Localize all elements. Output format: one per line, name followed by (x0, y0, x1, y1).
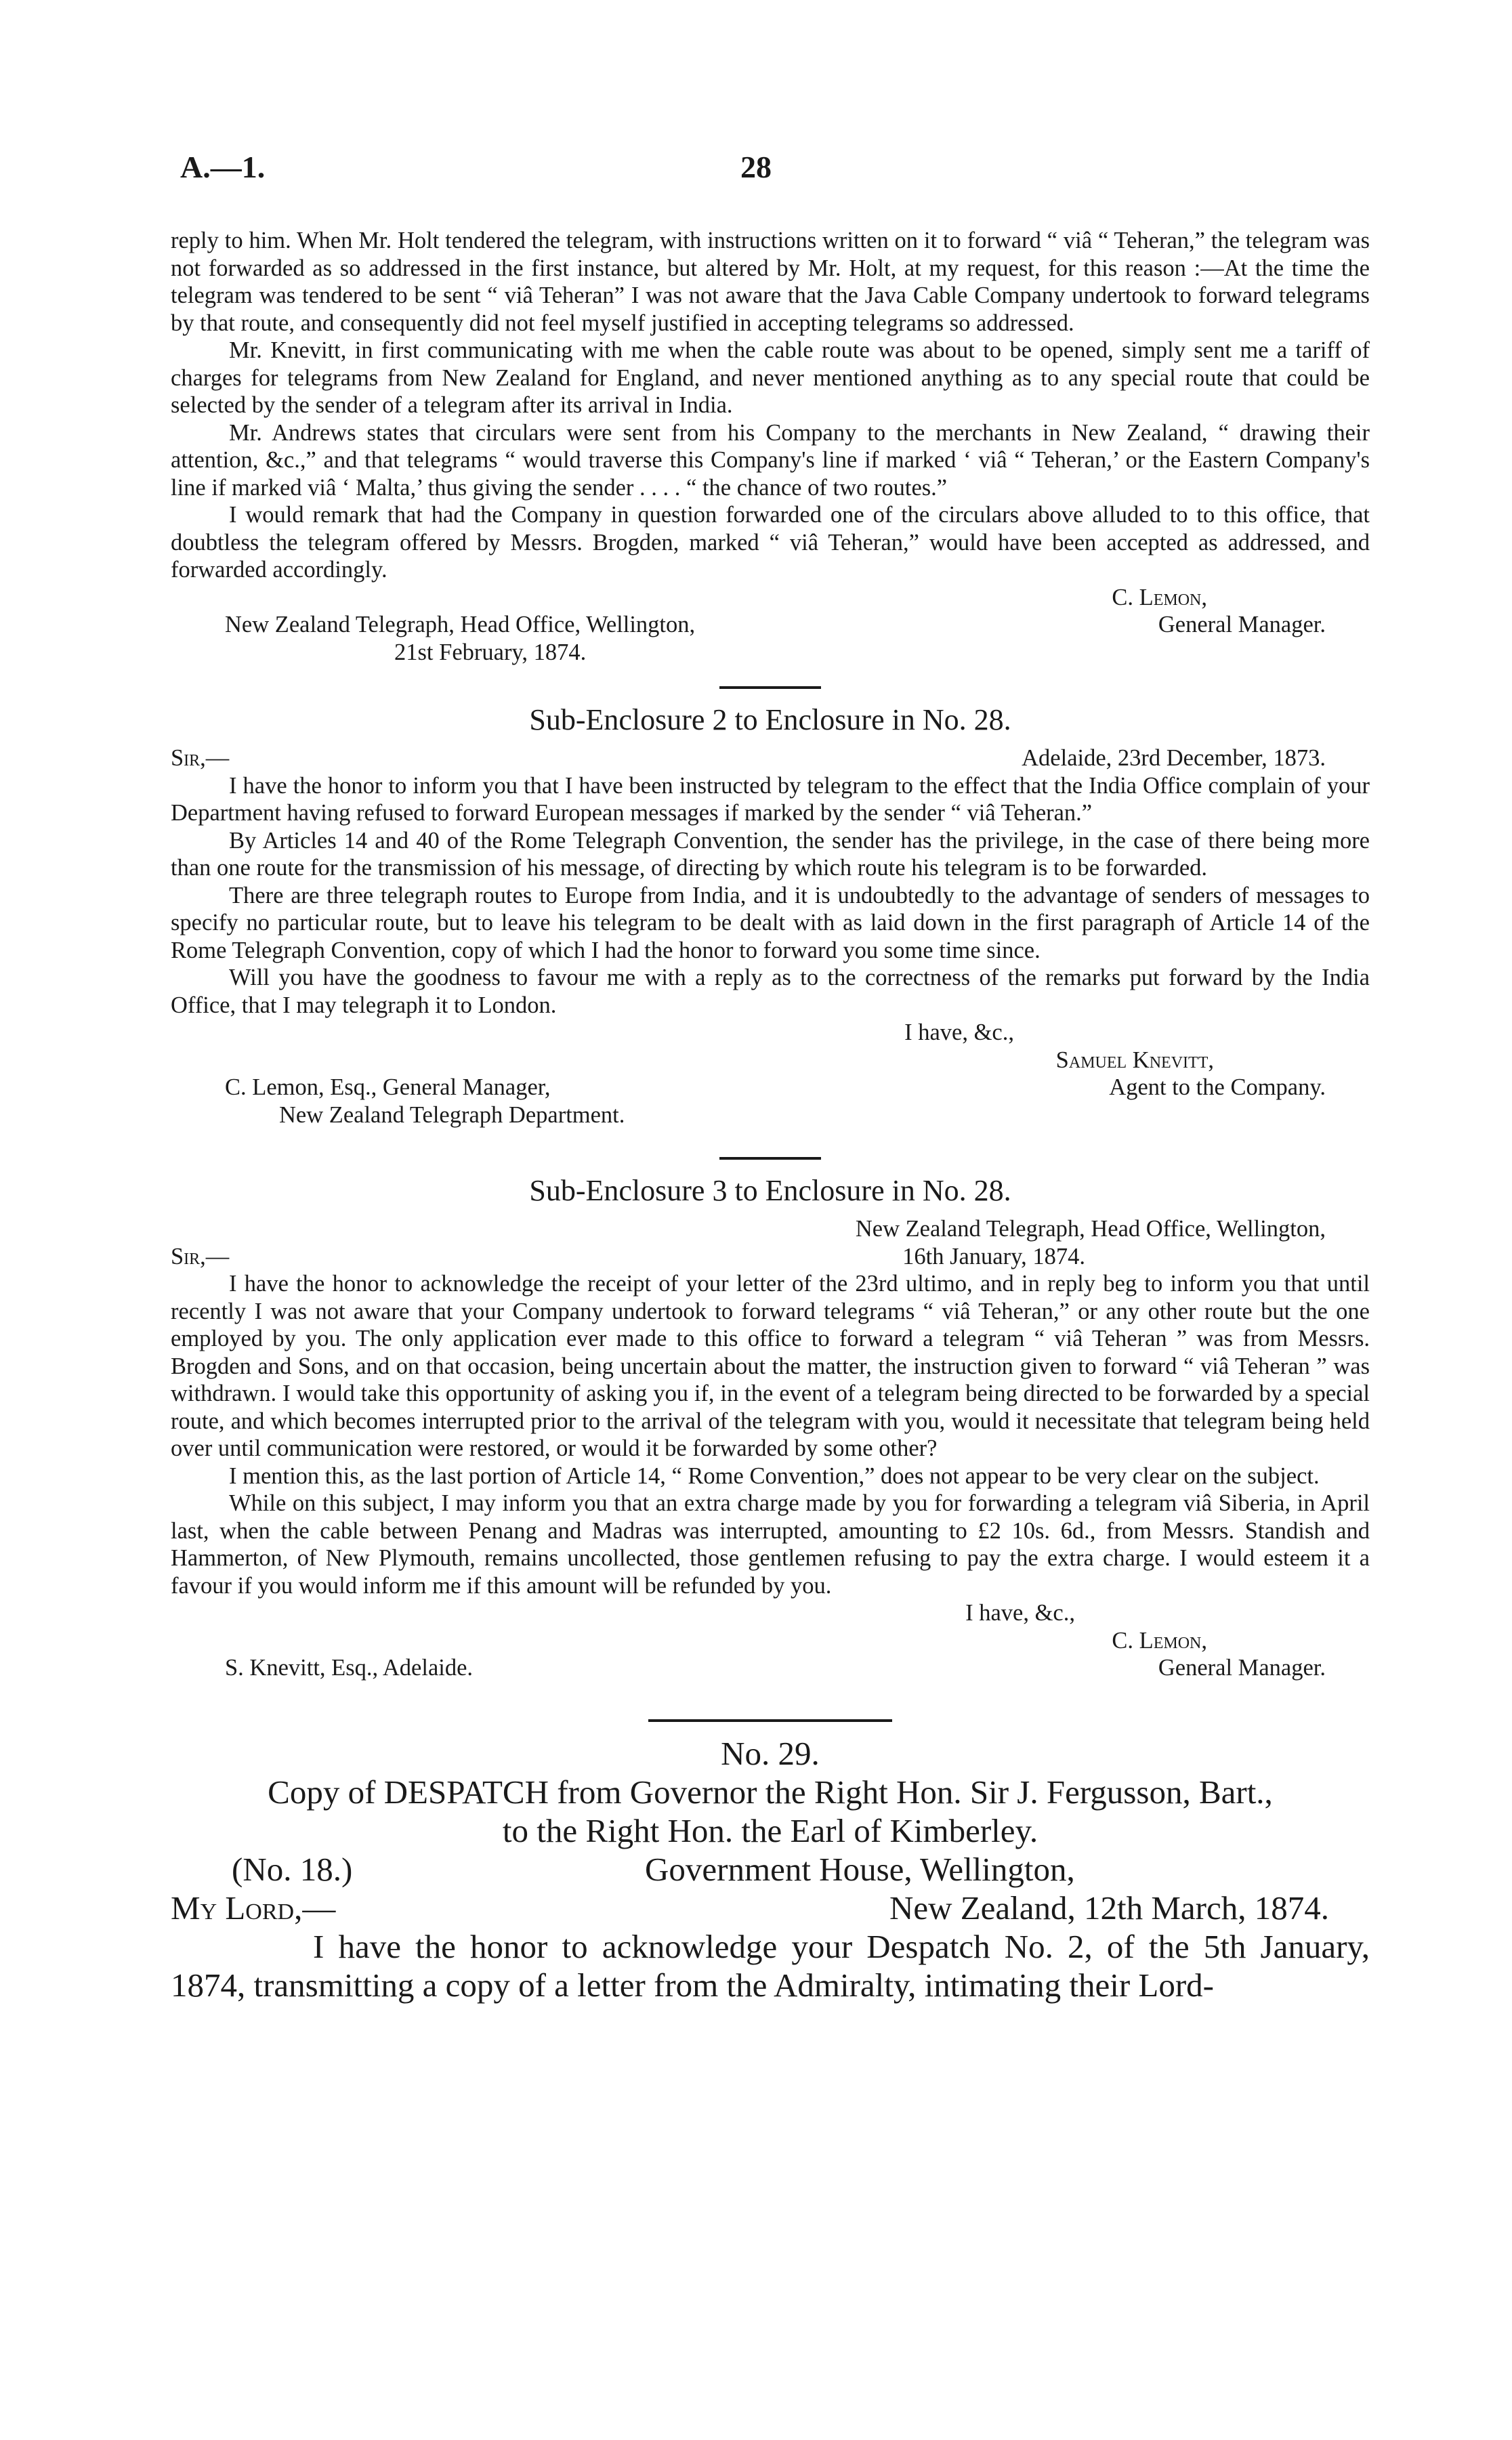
page-header (180, 149, 1332, 190)
section-divider (719, 686, 821, 689)
signature-title: Agent to the Company. (1109, 1074, 1326, 1100)
signature-name: C. Lemon, (1112, 584, 1207, 610)
paragraph: By Articles 14 and 40 of the Rome Telegraph Convention, the sender has the privilege, in the case of there being more than one route for the transmission of his message, of directing by which route his telegram is to be forwarded. (171, 827, 1370, 881)
despatch-title-continued: to the Right Hon. the Earl of Kimberley. (502, 1811, 1038, 1849)
letter-date: 21st February, 1874. (394, 639, 587, 665)
paper-code: A.—1. (180, 150, 266, 184)
addressee: S. Knevitt, Esq., Adelaide. (225, 1655, 474, 1681)
page-body (171, 227, 1370, 2004)
despatch-place: Government House, Wellington, (645, 1850, 1075, 1888)
closing: I have, &c., (904, 1019, 1014, 1045)
salutation: Sir,— (171, 745, 230, 771)
paragraph: Mr. Knevitt, in first communicating with me when the cable route was about to be opened, simply sent me a tariff of charges for telegrams from New Zealand for England, and never mentioned anything as to any special route that could be selected by the sender of a telegram after its arrival in India. (171, 337, 1370, 418)
despatch-number: No. 29. (721, 1734, 820, 1772)
addressee: C. Lemon, Esq., General Manager, (225, 1074, 551, 1100)
letter-date: Adelaide, 23rd December, 1873. (1022, 745, 1326, 771)
despatch-title: Copy of DESPATCH from Governor the Right Hon. Sir J. Fergusson, Bart., (268, 1773, 1273, 1811)
salutation: Sir,— (171, 1243, 230, 1269)
sub-enclosure-2 (171, 702, 1370, 1129)
despatch-no-29 (171, 1734, 1370, 2004)
paragraph: reply to him. When Mr. Holt tendered the telegram, with instructions written on it to forward “ viâ “ Teheran,” the telegram was not forwarded as so addressed in the first instance, but altered by Mr. Holt, at my request, for this reason :—At the time the telegram was tendered to be sent “ viâ Teheran” I was not aware that the Java Cable Company undertook to forward telegrams by that route, and consequently did not feel myself justified in accepting telegrams so addressed. (171, 228, 1370, 336)
closing: I have, &c., (965, 1600, 1075, 1626)
paragraph: I have the honor to acknowledge your Despatch No. 2, of the 5th January, 1874, transmitting a copy of a letter from the Admiralty, intimating their Lord- (171, 1927, 1370, 2004)
signature-title: General Manager. (1158, 1655, 1326, 1681)
paragraph: Mr. Andrews states that circulars were sent from his Company to the merchants in New Zealand, “ drawing their attention, &c.,” and that telegrams “ would traverse this Company's line if marked ‘ viâ “ Teheran,’ or the Eastern Company's line if marked viâ ‘ Malta,’ thus giving the sender . . . . “ the chance of two routes.” (171, 419, 1370, 501)
office-address: New Zealand Telegraph, Head Office, Wellington, (225, 612, 696, 637)
section-divider (719, 1157, 821, 1160)
signature-name: Samuel Knevitt, (1055, 1047, 1214, 1073)
paragraph: I would remark that had the Company in question forwarded one of the circulars above alluded to to this office, that doubtless the telegram offered by Messrs. Brogden, marked “ viâ Teheran,” would have been accepted as addressed, and forwarded accordingly. (171, 502, 1370, 583)
section-heading: Sub-Enclosure 2 to Enclosure in No. 28. (529, 703, 1011, 736)
enclosure-continuation (171, 227, 1370, 666)
page-number: 28 (740, 150, 772, 184)
paragraph: I mention this, as the last portion of Article 14, “ Rome Convention,” does not appear to be very clear on the subject. (229, 1463, 1320, 1489)
paragraph: Will you have the goodness to favour me with a reply as to the correctness of the remarks put forward by the India Office, that I may telegraph it to London. (171, 965, 1370, 1018)
letter-date: 16th January, 1874. (902, 1243, 1085, 1269)
addressee-department: New Zealand Telegraph Department. (279, 1101, 625, 1128)
section-divider (648, 1719, 892, 1722)
signature-title: General Manager. (1158, 612, 1326, 637)
despatch-reference: (No. 18.) (232, 1850, 353, 1888)
salutation: My Lord,— (171, 1889, 336, 1927)
sub-enclosure-3 (171, 1173, 1370, 1682)
despatch-date: New Zealand, 12th March, 1874. (889, 1889, 1329, 1927)
paragraph: While on this subject, I may inform you that an extra charge made by you for forwarding a telegram viâ Siberia, in April last, when the cable between Penang and Madras was interrupted, amounting to £2 10s. 6d., from Messrs. Standish and Hammerton, of New Plymouth, remains uncollected, those gentlemen refusing to pay the extra charge. I would esteem it a favour if you would inform me if this amount will be refunded by you. (171, 1490, 1370, 1599)
paragraph: I have the honor to acknowledge the receipt of your letter of the 23rd ultimo, and in reply beg to inform you that until recently I was not aware that your Company undertook to forward telegrams “ viâ Teheran,” or any other route but the one employed by you. The only application ever made to this office to forward a telegram “ viâ Teheran ” was from Messrs. Brogden and Sons, and on that occasion, being uncertain about the matter, the instruction given to forward “ viâ Teheran ” was withdrawn. I would take this opportunity of asking you if, in the event of a telegram being directed to be forwarded by a special route, and which becomes interrupted prior to the arrival of the telegram with you, would it necessitate that telegram being held over until communication were restored, or would it be forwarded by some other? (171, 1271, 1370, 1461)
paragraph: There are three telegraph routes to Europe from India, and it is undoubtedly to the advantage of senders of messages to specify no particular route, but to leave his telegram to be dealt with as laid down in the first paragraph of Article 14 of the Rome Telegraph Convention, copy of which I had the honor to forward you some time since. (171, 882, 1370, 963)
section-heading: Sub-Enclosure 3 to Enclosure in No. 28. (529, 1174, 1011, 1207)
office-address: New Zealand Telegraph, Head Office, Wellington, (855, 1216, 1326, 1242)
signature-name: C. Lemon, (1112, 1627, 1207, 1654)
paragraph: I have the honor to inform you that I have been instructed by telegram to the effect that the India Office complain of your Department having refused to forward European messages if marked by the sender “ viâ Teheran.” (171, 772, 1370, 826)
